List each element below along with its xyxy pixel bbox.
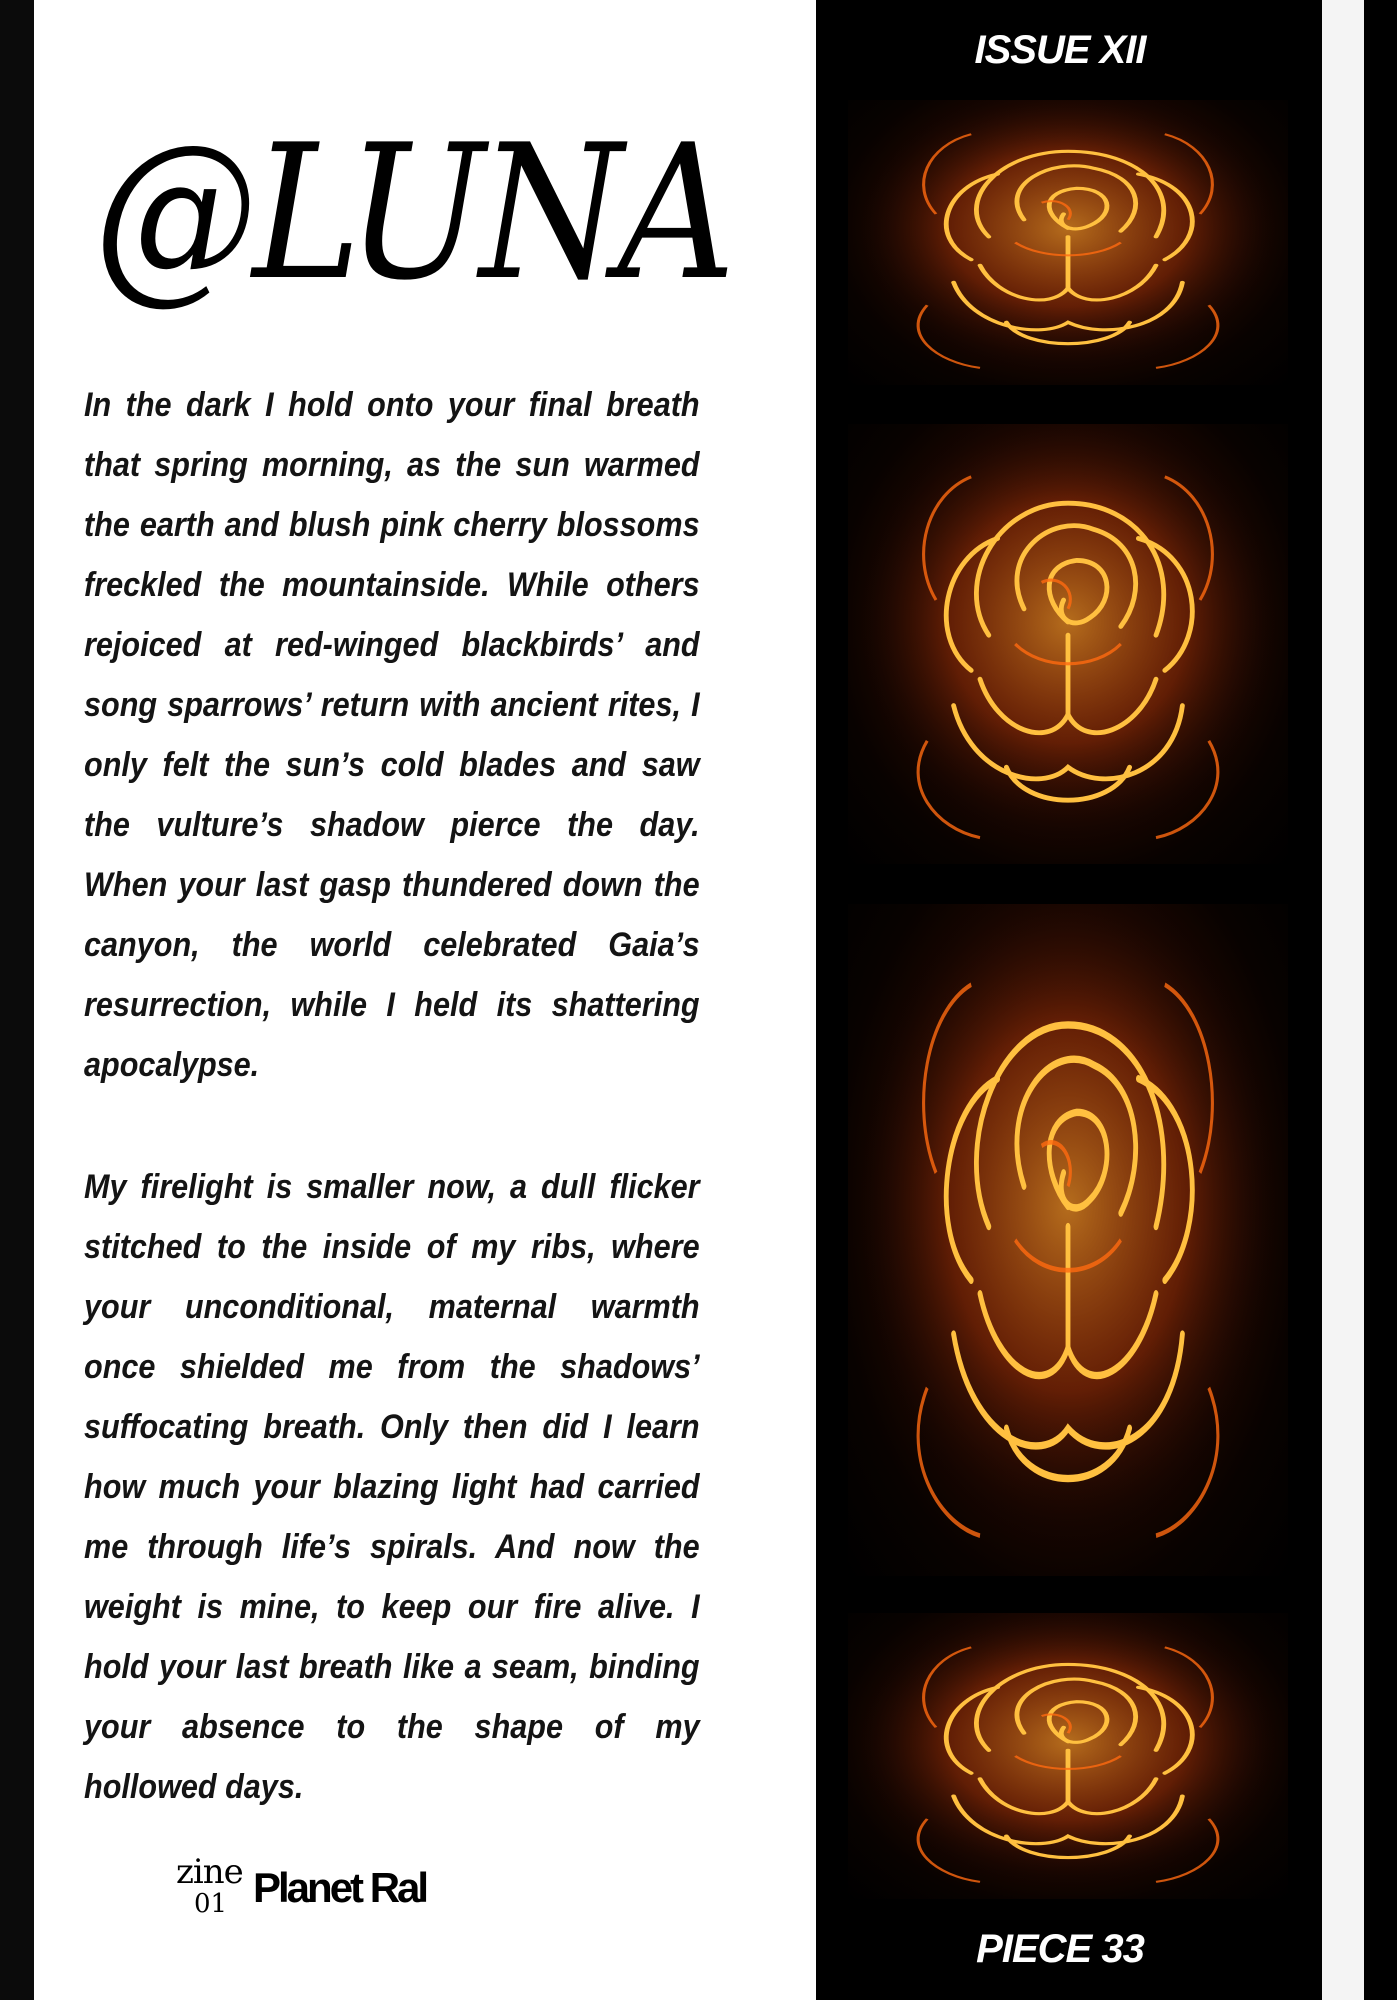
zine-label: zine: [176, 1852, 243, 1892]
left-dark-edge: [0, 0, 34, 2000]
brand-name: Planet Ral: [253, 1864, 427, 1911]
fire-rose-icon: [848, 424, 1288, 864]
issue-label: ISSUE XII: [974, 28, 1146, 72]
fire-rose-icon: [848, 1613, 1288, 1899]
fire-rose-image-1: [848, 100, 1288, 385]
fire-rose-image-3: [848, 904, 1288, 1576]
poem-paragraph-2: My firelight is smaller now, a dull flicker stitched to the inside of my ribs, where your unconditional, maternal warmth once shielded me from the shadows’ suffocating breath. Only then did I learn how much your blazing light had carried me through life’s spirals. And now the weight is mine, to keep our fire alive. I hold your last breath like a seam, binding your absence to the shape of my hollowed days.: [84, 1168, 700, 1806]
fire-rose-image-4: [848, 1613, 1288, 1899]
poem-page: [34, 0, 816, 2000]
fire-rose-icon: [848, 904, 1288, 1576]
piece-label: PIECE 33: [976, 1927, 1144, 1971]
zine-number: 01: [194, 1889, 228, 1919]
fire-rose-image-2: [848, 424, 1288, 864]
poem-paragraph-1: In the dark I hold onto your final breath that spring morning, as the sun warmed the earth and blush pink cherry blossoms freckled the mountainside. While others rejoiced at red-winged blackbirds’ and song sparrows’ return with ancient rites, I only felt the sun’s cold blades and saw the vulture’s shadow pierce the day. When your last gasp thundered down the canyon, the world celebrated Gaia’s resurrection, while I held its shattering apocalypse.: [84, 386, 700, 1084]
fire-rose-icon: [848, 100, 1288, 385]
brand-logo: [176, 1852, 496, 1925]
page-edge-strip: [1322, 0, 1364, 2000]
poem-title: @LUNA: [94, 104, 731, 321]
